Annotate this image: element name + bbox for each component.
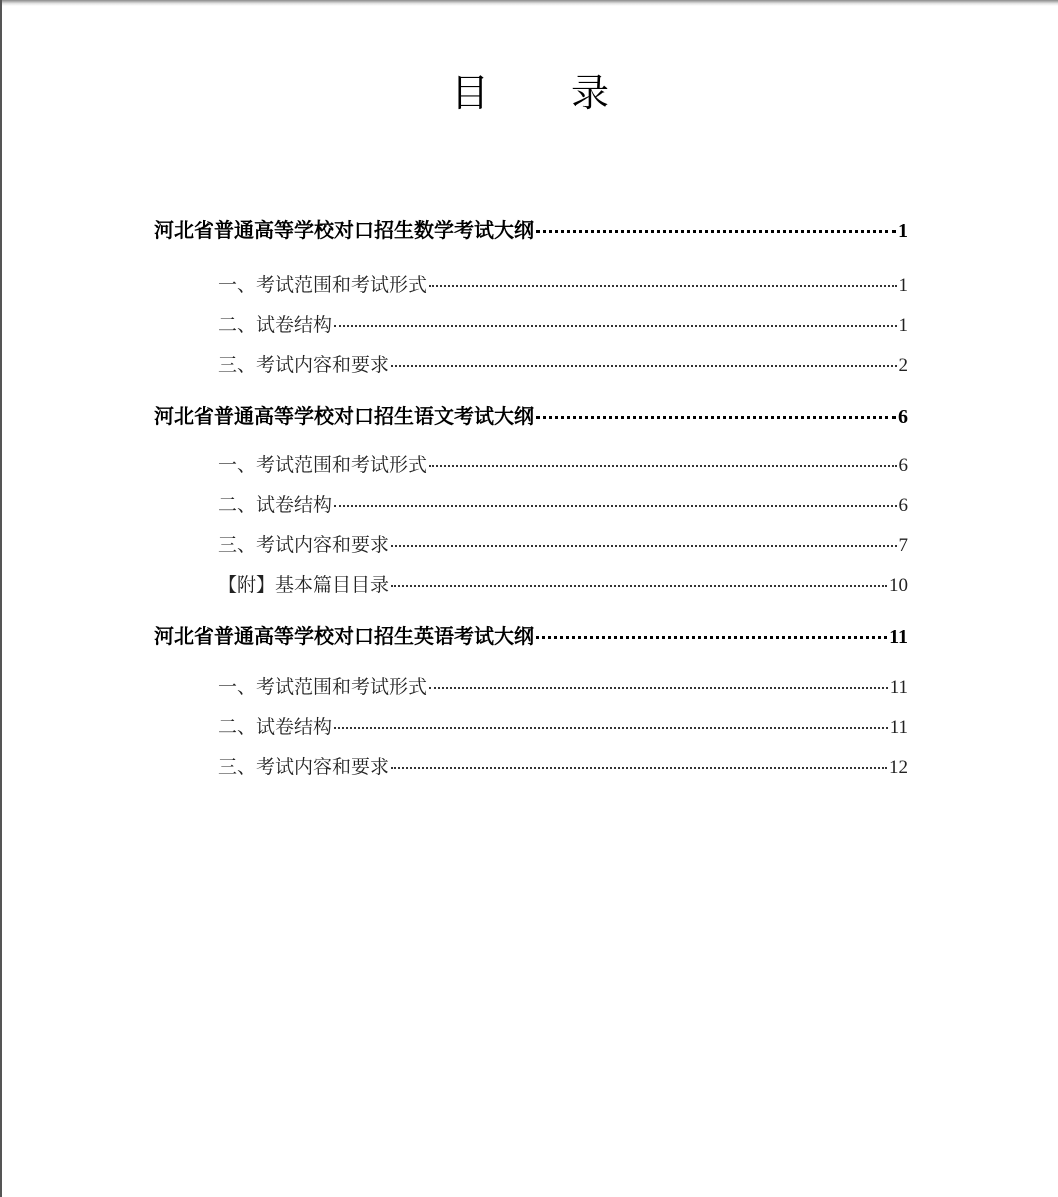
toc-entry-chinese-scope[interactable] bbox=[218, 450, 908, 480]
toc-leader-dots bbox=[536, 416, 896, 419]
toc-leader-dots bbox=[391, 767, 887, 769]
toc-entry-page-number: 11 bbox=[889, 677, 908, 698]
toc-entry-page-number: 2 bbox=[898, 355, 908, 376]
toc-leader-dots bbox=[391, 365, 896, 367]
toc-leader-dots bbox=[429, 687, 888, 689]
toc-entry-page-number: 1 bbox=[898, 315, 908, 336]
toc-leader-dots bbox=[536, 230, 896, 233]
toc-leader-dots bbox=[391, 545, 896, 547]
toc-entry-label: 【附】基本篇目目录 bbox=[218, 574, 390, 596]
toc-entry-label: 三、考试内容和要求 bbox=[218, 354, 390, 376]
toc-entry-page-number: 1 bbox=[898, 220, 908, 242]
page-top-shadow bbox=[2, 0, 1058, 6]
toc-entry-page-number: 12 bbox=[889, 757, 908, 778]
toc-entry-page-number: 1 bbox=[898, 275, 908, 296]
toc-entry-label: 二、试卷结构 bbox=[218, 314, 333, 336]
toc-leader-dots bbox=[334, 727, 888, 729]
toc-entry-label: 二、试卷结构 bbox=[218, 716, 333, 738]
toc-entry-english-structure[interactable] bbox=[218, 712, 908, 742]
toc-entry-label: 一、考试范围和考试形式 bbox=[218, 274, 428, 296]
toc-leader-dots bbox=[391, 585, 887, 587]
toc-entry-label: 河北省普通高等学校对口招生数学考试大纲 bbox=[154, 218, 534, 242]
toc-leader-dots bbox=[334, 505, 896, 507]
toc-entry-label: 河北省普通高等学校对口招生语文考试大纲 bbox=[154, 404, 534, 428]
toc-entry-math-scope[interactable] bbox=[218, 270, 908, 300]
toc-leader-dots bbox=[334, 325, 896, 327]
toc-entry-math-syllabus[interactable] bbox=[154, 214, 908, 244]
toc-entry-label: 三、考试内容和要求 bbox=[218, 534, 390, 556]
toc-entry-page-number: 10 bbox=[889, 575, 908, 596]
toc-entry-chinese-syllabus[interactable] bbox=[154, 400, 908, 430]
toc-entry-page-number: 6 bbox=[898, 406, 908, 428]
toc-entry-english-syllabus[interactable] bbox=[154, 620, 908, 650]
toc-leader-dots bbox=[536, 636, 887, 639]
toc-entry-label: 三、考试内容和要求 bbox=[218, 756, 390, 778]
toc-entry-english-content[interactable] bbox=[218, 752, 908, 782]
toc-entry-page-number: 7 bbox=[898, 535, 908, 556]
toc-leader-dots bbox=[429, 285, 896, 287]
toc-entry-label: 一、考试范围和考试形式 bbox=[218, 454, 428, 476]
toc-entry-page-number: 6 bbox=[898, 455, 908, 476]
toc-leader-dots bbox=[429, 465, 896, 467]
toc-entry-label: 二、试卷结构 bbox=[218, 494, 333, 516]
toc-entry-label: 河北省普通高等学校对口招生英语考试大纲 bbox=[154, 624, 534, 648]
toc-entry-label: 一、考试范围和考试形式 bbox=[218, 676, 428, 698]
toc-entry-page-number: 11 bbox=[889, 717, 908, 738]
toc-entry-chinese-structure[interactable] bbox=[218, 490, 908, 520]
toc-entry-page-number: 11 bbox=[889, 626, 908, 648]
toc-entry-english-scope[interactable] bbox=[218, 672, 908, 702]
toc-entry-chinese-appendix[interactable] bbox=[218, 570, 908, 600]
page-title: 目 录 bbox=[450, 71, 611, 115]
toc-entry-page-number: 6 bbox=[898, 495, 908, 516]
toc-entry-math-content[interactable] bbox=[218, 350, 908, 380]
toc-entry-math-structure[interactable] bbox=[218, 310, 908, 340]
toc-entry-chinese-content[interactable] bbox=[218, 530, 908, 560]
